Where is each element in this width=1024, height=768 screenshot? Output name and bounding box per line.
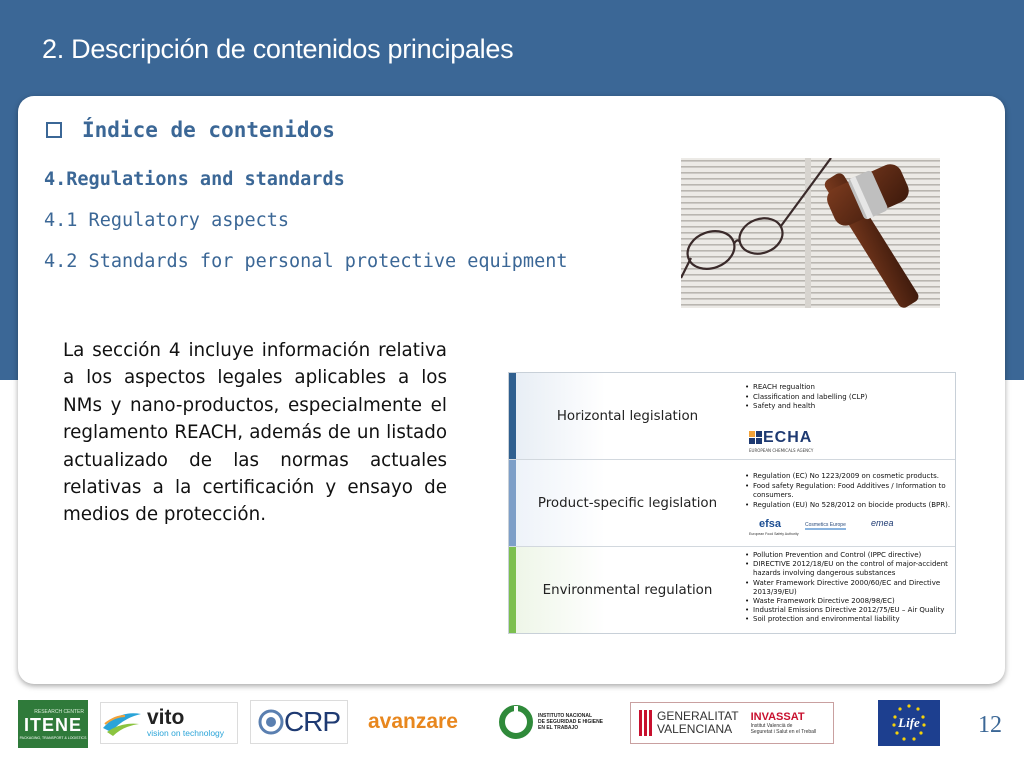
invassat-line: Institut Valencià de: [750, 723, 793, 729]
legislation-bullet-list: [745, 551, 951, 625]
generalitat-line: GENERALITAT: [657, 709, 739, 723]
legislation-label-box: [509, 460, 739, 546]
legislation-row-product: [509, 460, 955, 547]
bullet-item: • Classification and labelling (CLP): [745, 393, 951, 403]
page-number: 12: [978, 712, 1002, 738]
echa-logo: [749, 429, 812, 447]
bullet-item: • REACH regualtion: [745, 383, 951, 393]
toc-item-4-2: 4.2 Standards for personal protective equipment: [44, 251, 568, 272]
bullet-item: • Waste Framework Directive 2008/98/EC): [745, 597, 951, 606]
echa-caption: EUROPEAN CHEMICALS AGENCY: [749, 448, 814, 453]
legislation-label: Horizontal legislation: [556, 408, 699, 424]
legislation-row-environmental: [509, 547, 955, 633]
echa-mark-icon: [749, 431, 763, 445]
emea-logo: emea: [871, 518, 894, 528]
vito-logo: [100, 702, 238, 744]
cosmetics-europe-logo: Cosmetics Europe: [805, 522, 846, 528]
legislation-bullet-list: [745, 472, 951, 510]
bullet-item: • Regulation (EC) No 1223/2009 on cosmetic products.: [745, 472, 951, 482]
legislation-label-box: [509, 373, 739, 459]
legislation-bullet-list: [745, 383, 951, 412]
bullet-item: • DIRECTIVE 2012/18/EU on the control of major-accident hazards involving dangerous substances: [745, 560, 951, 578]
legislation-label: Environmental regulation: [542, 582, 713, 598]
checkbox-bullet-icon: [46, 122, 62, 138]
avanzare-logo: [368, 704, 486, 740]
insht-line: INSTITUTO NACIONAL: [538, 713, 593, 719]
index-heading: [44, 118, 335, 142]
bullet-item: • Pollution Prevention and Control (IPPC directive): [745, 551, 951, 560]
invassat-name: INVASSAT: [750, 711, 805, 723]
efsa-caption: European Food Safety Authority: [749, 532, 799, 536]
bullet-item: • Soil protection and environmental liability: [745, 615, 951, 624]
itene-logo-name: ITENE: [23, 714, 82, 735]
eu-life-logo: [878, 700, 940, 746]
legislation-row-horizontal: [509, 373, 955, 460]
vito-swoosh-icon: [101, 708, 143, 738]
bullet-item: • Safety and health: [745, 402, 951, 412]
crp-logo: [250, 700, 348, 744]
generalitat-shield-icon: [637, 706, 653, 740]
index-heading-label: Índice de contenidos: [82, 118, 335, 142]
vito-logo-tagline: vision on technology: [147, 728, 225, 738]
life-logo-name: Life: [898, 715, 920, 730]
legislation-label-box: [509, 547, 739, 633]
vito-logo-name: vito: [147, 706, 185, 729]
insht-line: EN EL TRABAJO: [538, 725, 579, 731]
gavel-glasses-photo: [681, 158, 940, 308]
itene-logo: [18, 700, 88, 748]
legislation-diagram: [508, 372, 956, 634]
bullet-item: • Regulation (EU) No 528/2012 on biocide products (BPR).: [745, 501, 951, 511]
generalitat-invassat-logo: [630, 702, 834, 744]
section-description: La sección 4 incluye información relativa a los aspectos legales aplicables a los NMs y nano-productos, especialmente el reglamento REACH, además de un listado actualizado de las normas actuales relativas a la certificación y ensayo de medios de protección.: [63, 340, 447, 526]
efsa-logo: efsa: [759, 518, 782, 530]
bullet-item: • Food safety Regulation: Food Additives / Information to consumers.: [745, 482, 951, 501]
gavel-photo-illustration: [681, 158, 940, 308]
itene-logo-tagline: PACKAGING, TRANSPORT & LOGISTICS: [19, 735, 87, 740]
invassat-line: Seguretat i Salut en el Treball: [750, 729, 817, 735]
insht-ring-icon: [498, 704, 534, 740]
echa-logo-text: ECHA: [763, 429, 813, 446]
bullet-item: • Industrial Emissions Directive 2012/75/EU – Air Quality: [745, 606, 951, 615]
crp-circle-icon: [258, 709, 284, 735]
generalitat-line: VALENCIANA: [657, 722, 733, 736]
legislation-label: Product-specific legislation: [537, 495, 718, 511]
toc-item-section-4: 4.Regulations and standards: [44, 169, 345, 190]
crp-logo-name: CRP: [283, 706, 341, 737]
slide-title: 2. Descripción de contenidos principales: [42, 34, 514, 64]
toc-item-4-1: 4.1 Regulatory aspects: [44, 210, 290, 231]
insht-line: DE SEGURIDAD E HIGIENE: [538, 719, 604, 725]
partner-logos-bar: [0, 692, 1024, 768]
bullet-item: • Water Framework Directive 2000/60/EC and Directive 2013/39/EU): [745, 579, 951, 597]
insht-logo: [498, 702, 610, 742]
itene-logo-top: RESEARCH CENTER: [34, 708, 84, 715]
avanzare-logo-name: avanzare: [368, 710, 458, 733]
